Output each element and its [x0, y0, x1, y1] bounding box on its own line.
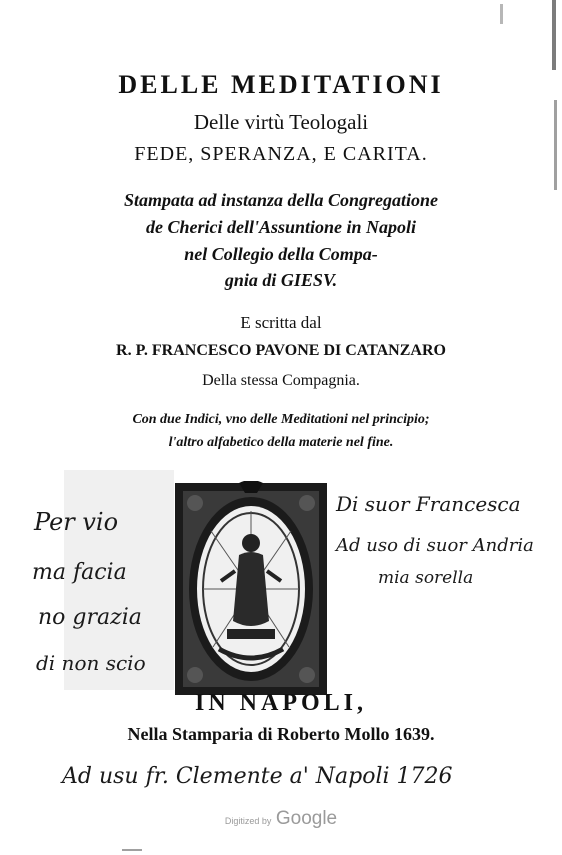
- imprint-press: Nella Stamparia di Roberto Mollo 1639.: [127, 724, 435, 744]
- digitized-by-label: Digitized by: [224, 816, 272, 826]
- indices-line-2: l'altro alfabetico della materie nel fine.: [168, 435, 394, 450]
- handwriting-left-line-4: di non scio: [36, 651, 146, 675]
- handwriting-right-line-3: mia sorella: [378, 568, 474, 588]
- scan-edge-mark: [552, 0, 556, 70]
- printed-for-line-2: de Cherici dell'Assuntione in Napoli: [145, 217, 417, 237]
- scan-edge-mark: [122, 849, 142, 851]
- handwriting-left-line-1: Per vio: [34, 508, 119, 536]
- author-intro: E scritta dal: [240, 313, 322, 332]
- google-logo: Google: [275, 808, 338, 829]
- scan-edge-mark: [500, 4, 503, 24]
- title-line-1: DELLE MEDITATIONI: [118, 70, 444, 99]
- author-name: R. P. FRANCESCO PAVONE DI CATANZARO: [116, 342, 446, 359]
- indices-line-1: Con due Indici, vno delle Meditationi nel principio;: [132, 412, 430, 427]
- printed-for-line-1: Stampata ad instanza della Congregatione: [123, 190, 439, 210]
- title-line-3: FEDE, SPERANZA, E CARITA.: [134, 143, 428, 165]
- handwriting-left-line-3: no grazia: [38, 605, 142, 630]
- printed-for-line-4: gnia di GIESV.: [224, 270, 338, 290]
- imprint-city: IN NAPOLI,: [194, 690, 367, 716]
- handwriting-left-line-2: ma facia: [32, 560, 127, 585]
- printed-for-line-3: nel Collegio della Compa-: [184, 244, 378, 264]
- author-order: Della stessa Compagnia.: [202, 372, 360, 389]
- woodcut-jesuit-emblem-icon: [173, 481, 329, 697]
- handwriting-right-line-1: Di suor Francesca: [336, 492, 521, 516]
- title-line-2: Delle virtù Teologali: [193, 110, 369, 134]
- woodcut-emblem: [173, 481, 329, 697]
- handwriting-right-line-2: Ad uso di suor Andria: [336, 535, 534, 556]
- handwriting-bottom: Ad usu fr. Clemente a' Napoli 1726: [62, 764, 453, 789]
- digitized-footer: [0, 808, 562, 830]
